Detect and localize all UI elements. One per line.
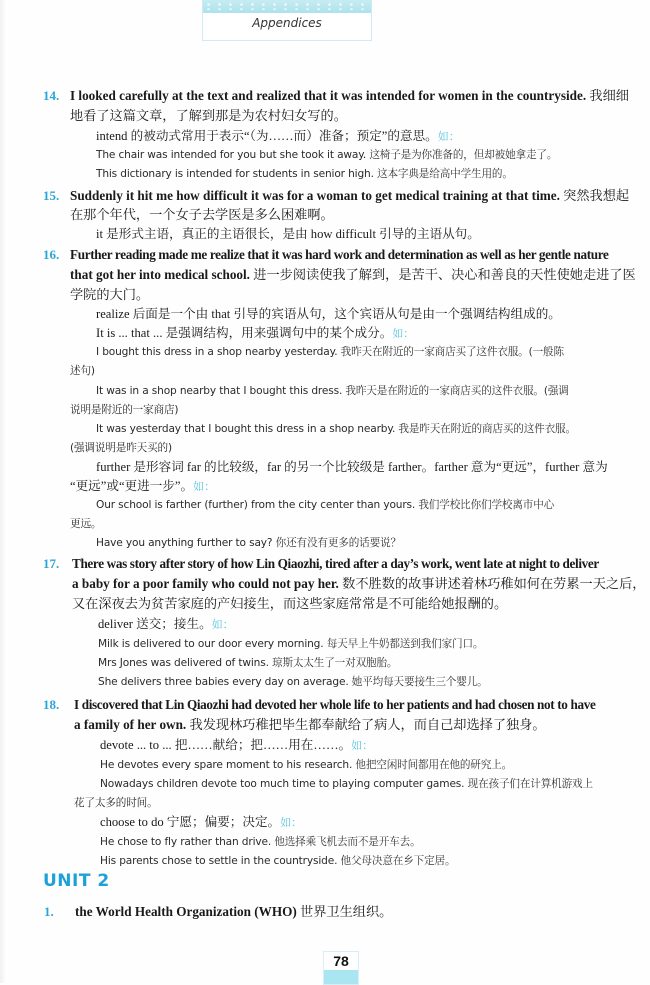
grammar-note — [96, 128, 460, 145]
item-sentence-en: a baby for a poor family who could not pay her. — [72, 576, 339, 591]
example-en: His parents chose to settle in the countryside. — [100, 855, 338, 867]
unit2-item-1 — [75, 904, 392, 920]
example-en: Have you anything further to say? — [96, 537, 273, 549]
example-line — [100, 834, 421, 850]
example-line — [100, 853, 455, 869]
item-sentence-en: that got her into medical school. — [70, 267, 250, 282]
example-zh: 他选择乘飞机去而不是开车去。 — [274, 836, 421, 848]
example-line — [96, 166, 513, 182]
item-15-sentence — [70, 188, 629, 204]
item-sentence-en: I looked carefully at the text and realized that it was intended for women in the countryside. — [70, 88, 587, 103]
example-en: This dictionary is intended for students in senior high. — [96, 168, 374, 180]
example-marker: 如： — [351, 740, 374, 752]
grammar-note — [100, 737, 373, 754]
example-zh: 我是昨天在附近的商店买的这件衣服。 — [398, 423, 576, 435]
header-banner — [203, 0, 371, 13]
example-en: It was yesterday that I bought this dress in a shop nearby. — [96, 423, 396, 435]
example-line — [96, 344, 564, 360]
example-line — [98, 655, 397, 671]
page-number-bar — [324, 970, 358, 984]
example-line — [96, 383, 569, 399]
item-sentence-zh-cont: 又在深夜去为贫苦家庭的产妇接生，而这些家庭常常是不可能给她报酬的。 — [72, 596, 508, 611]
example-zh: 你还有没有更多的话要说？ — [275, 537, 401, 549]
example-line — [100, 757, 512, 773]
example-en: Milk is delivered to our door every morning. — [98, 638, 324, 650]
example-zh: 这椅子是为你准备的，但却被她拿走了。 — [369, 149, 558, 161]
example-zh-cont: 花了太多的时间。 — [74, 797, 158, 809]
note-text: choose to do 宁愿；偏要；决定。 — [100, 815, 281, 829]
item-number: 15. — [43, 188, 60, 203]
page-number: 78 — [333, 953, 349, 969]
item-number: 18. — [43, 697, 60, 712]
item-sentence-zh: 进一步阅读使我了解到，是苦干、决心和善良的天性使她走进了医 — [253, 267, 636, 282]
item-14-sentence — [70, 88, 629, 104]
page-number-box — [323, 951, 359, 985]
example-marker: 如： — [280, 817, 303, 829]
example-marker: 如： — [437, 131, 460, 143]
note-text: “更远”或“更进一步”。 — [70, 479, 194, 493]
item-sentence-zh-cont: 在那个年代，一个女子去学医是多么困难啊。 — [70, 207, 334, 222]
item-sentence-en: I discovered that Lin Qiaozhi had devoted her whole life to her patients and had chosen not to have — [74, 697, 596, 712]
item-sentence-en: Suddenly it hit me how difficult it was for a woman to get medical training at that time. — [70, 188, 560, 203]
example-en: The chair was intended for you but she took it away. — [96, 149, 367, 161]
example-marker: 如： — [193, 481, 216, 493]
example-zh: 我昨天在附近的一家商店买了这件衣服。(一般陈 — [340, 346, 564, 358]
example-line — [98, 636, 483, 652]
item-number: 17. — [43, 556, 60, 571]
example-line — [100, 776, 593, 792]
note-text: intend 的被动式常用于表示“（为……而）准备；预定”的意思。 — [96, 129, 438, 143]
note-text: devote ... to ... 把……献给；把……用在……。 — [100, 738, 352, 752]
grammar-note: further 是形容词 far 的比较级，far 的另一个比较级是 farther。farther 意为“更远”，further 意为 — [96, 460, 608, 474]
example-zh: 每天早上牛奶都送到我们家门口。 — [326, 638, 484, 650]
example-en: Our school is farther (further) from the city center than yours. — [96, 499, 416, 511]
example-zh: 这本字典是给高中学生用的。 — [377, 168, 513, 180]
page-edge-shadow — [0, 0, 6, 983]
example-zh: 琼斯太太生了一对双胞胎。 — [272, 657, 398, 669]
item-number: 16. — [43, 247, 60, 262]
example-zh: 我们学校比你们学校离市中心 — [418, 499, 555, 511]
item-sentence-en: There was story after story of how Lin Qiaozhi, tired after a day’s work, went late at night to deliver — [72, 556, 599, 571]
example-line — [96, 421, 576, 437]
grammar-note — [98, 616, 234, 633]
grammar-note — [96, 325, 414, 342]
example-zh-cont: 更远。 — [70, 518, 102, 530]
item-sentence-zh: 世界卫生组织。 — [300, 904, 393, 919]
example-zh-cont: 说明是附近的一家商店) — [70, 404, 179, 416]
item-sentence-zh: 突然我想起 — [563, 188, 630, 203]
item-number: 1. — [44, 904, 54, 919]
example-zh-cont: (强调说明是昨天买的) — [70, 442, 172, 454]
grammar-note-cont — [70, 478, 215, 495]
example-zh: 他把空闲时间都用在他的研究上。 — [355, 759, 513, 771]
item-16-sentence — [70, 267, 636, 283]
header-title: Appendices — [252, 16, 322, 30]
example-marker: 如： — [392, 328, 415, 340]
example-marker: 如： — [211, 619, 234, 631]
item-sentence-zh-cont: 地看了这篇文章，了解到那是为农村妇女写的。 — [70, 108, 347, 123]
item-18-sentence — [74, 717, 546, 733]
example-en: He chose to fly rather than drive. — [100, 836, 272, 848]
grammar-note: it 是形式主语，真正的主语很长，是由 how difficult 引导的主语从句。 — [96, 227, 480, 241]
example-en: Mrs Jones was delivered of twins. — [98, 657, 269, 669]
item-sentence-zh: 我发现林巧稚把毕生都奉献给了病人，而自己却选择了独身。 — [189, 717, 546, 732]
example-en: Nowadays children devote too much time to playing computer games. — [100, 778, 465, 790]
example-zh-cont: 述句) — [70, 365, 95, 377]
grammar-note — [100, 814, 302, 831]
example-zh: 我昨天是在附近的一家商店买的这件衣服。(强调 — [345, 385, 569, 397]
example-zh: 现在孩子们在计算机游戏上 — [467, 778, 593, 790]
example-line — [98, 674, 488, 690]
example-en: He devotes every spare moment to his research. — [100, 759, 353, 771]
note-text: It is ... that ... 是强调结构，用来强调句中的某个成分。 — [96, 326, 393, 340]
example-line — [96, 497, 554, 513]
example-en: It was in a shop nearby that I bought this dress. — [96, 385, 343, 397]
item-sentence-zh: 我细细 — [589, 88, 629, 103]
item-sentence-zh-cont: 学院的大门。 — [70, 287, 150, 302]
example-en: She delivers three babies every day on average. — [98, 676, 349, 688]
note-text: deliver 送交；接生。 — [98, 617, 212, 631]
item-sentence-en: Further reading made me realize that it was hard work and determination as well as her gentle nature — [70, 247, 609, 262]
item-sentence-zh: 数不胜数的故事讲述着林巧稚如何在劳累一天之后， — [342, 576, 646, 591]
example-zh: 他父母决意在乡下定居。 — [340, 855, 456, 867]
example-en: I bought this dress in a shop nearby yesterday. — [96, 346, 338, 358]
item-sentence-en: the World Health Organization (WHO) — [75, 904, 297, 919]
running-header — [202, 0, 372, 41]
example-zh: 她平均每天要接生三个婴儿。 — [351, 676, 488, 688]
unit-heading: UNIT 2 — [43, 871, 110, 891]
example-line — [96, 147, 557, 163]
grammar-note: realize 后面是一个由 that 引导的宾语从句，这个宾语从句是由一个强调结构组成的。 — [96, 307, 561, 321]
item-17-sentence — [72, 576, 645, 592]
item-sentence-en: a family of her own. — [74, 717, 187, 732]
example-line — [96, 535, 401, 551]
item-number: 14. — [43, 88, 60, 103]
